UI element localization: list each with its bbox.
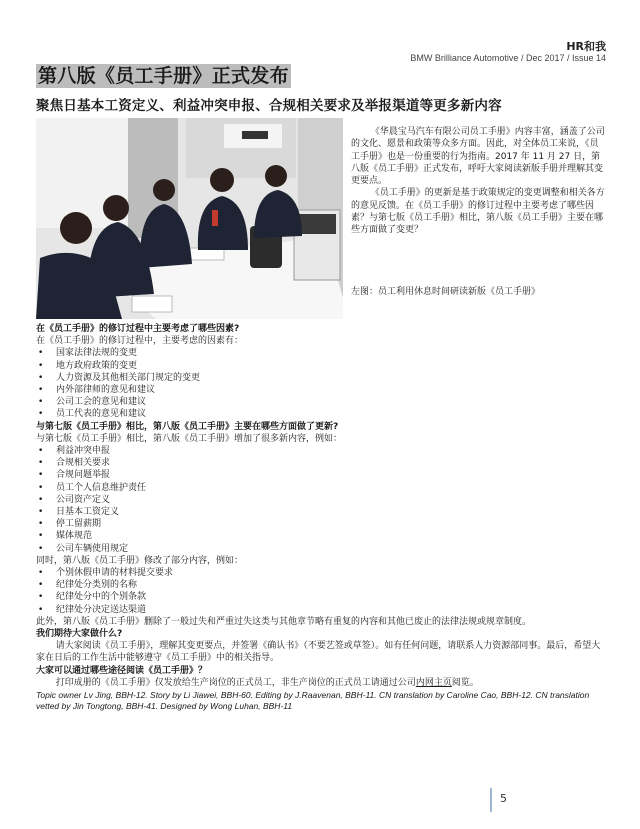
paragraph: 与第七版《员工手册》相比，第八版《员工手册》增加了很多新内容，例如： xyxy=(36,433,343,444)
list-item: • 纪律处分中的个别条款 xyxy=(36,591,606,603)
page-number: 5 xyxy=(500,792,507,805)
paragraph-text: 阅览。 xyxy=(451,677,479,688)
question-heading: 大家可以通过哪些途径阅读《员工手册》？ xyxy=(36,665,208,676)
intro-paragraph: 《员工手册》的更新是基于政策规定的变更调整和相关各方的意见反馈。在《员工手册》的修订过程中主要考虑了哪些因素？与第七版《员工手册》相比，第八版《员工手册》主要在哪些方面做了变更？ xyxy=(351,188,605,236)
question-heading: 我们期待大家做什么? xyxy=(36,629,123,640)
list-item: • 日基本工资定义 xyxy=(36,506,606,518)
paragraph xyxy=(36,677,606,689)
paragraph: 在《员工手册》的修订过程中，主要考虑的因素有： xyxy=(36,336,244,347)
list-item: • 员工代表的意见和建议 xyxy=(36,408,606,420)
paragraph: 此外，第八版《员工手册》删除了一般过失和严重过失这类与其他章节略有重复的内容和其他已废止的法律法规或规章制度。 xyxy=(36,616,532,627)
list-item: • 利益冲突申报 xyxy=(36,445,606,457)
list-item: • 公司资产定义 xyxy=(36,494,606,506)
modifications-list xyxy=(36,567,606,616)
meeting-photo xyxy=(36,118,343,319)
article-body xyxy=(36,323,606,711)
additions-list xyxy=(36,445,606,555)
list-item: • 员工个人信息维护责任 xyxy=(36,482,606,494)
intro-paragraph: 《华晨宝马汽车有限公司员工手册》内容丰富，涵盖了公司的文化、愿景和政策等众多方面。因此，对全体员工来说，《员工手册》也是一份重要的行为指南。2017 年 11 月 27 日，第八版《员工手册》正式发布，呼吁大家阅读新版手册并理解其变更要点。 xyxy=(351,127,605,187)
list-item: • 合规问题举报 xyxy=(36,469,606,481)
list-item: • 媒体规范 xyxy=(36,530,606,542)
list-item: • 合规相关要求 xyxy=(36,457,606,469)
photo-caption: 左图：员工利用休息时间研读新版《员工手册》 xyxy=(351,287,541,297)
section-label: HR和我 xyxy=(566,40,606,53)
issue-line: BMW Brilliance Automotive / Dec 2017 / Issue 14 xyxy=(410,53,606,63)
page-number-rule xyxy=(490,788,492,812)
question-heading: 在《员工手册》的修订过程中主要考虑了哪些因素? xyxy=(36,324,240,334)
paragraph-text: 打印成册的《员工手册》仅发放给生产岗位的正式员工，非生产岗位的正式员工请通过公司 xyxy=(55,677,416,688)
article-title: 第八版《员工手册》正式发布 xyxy=(38,65,289,87)
list-item: • 公司车辆使用规定 xyxy=(36,543,606,555)
list-item: • 个别休假申请的材料提交要求 xyxy=(36,567,606,579)
paragraph: 请大家阅读《员工手册》，理解其变更要点，并签署《确认书》（不要艺签或草签）。如有任何问题，请联系人力资源部同事。最后，希望大家在日后的工作生活中能够遵守《员工手册》中的相关指导。 xyxy=(36,641,601,664)
list-item: • 内外部律师的意见和建议 xyxy=(36,384,606,396)
paragraph: 同时，第八版《员工手册》修改了部分内容，例如： xyxy=(36,555,244,566)
list-item: • 人力资源及其他相关部门规定的变更 xyxy=(36,372,606,384)
list-item: • 纪律处分类别的名称 xyxy=(36,579,606,591)
intro-text xyxy=(351,126,607,237)
list-item: • 停工留薪期 xyxy=(36,518,606,530)
list-item: • 国家法律法规的变更 xyxy=(36,347,606,359)
factors-list xyxy=(36,347,606,420)
list-item: • 公司工会的意见和建议 xyxy=(36,396,606,408)
question-heading: 与第七版《员工手册》相比，第八版《员工手册》主要在哪些方面做了更新? xyxy=(36,421,339,432)
list-item: • 地方政府政策的变更 xyxy=(36,360,606,372)
intranet-link[interactable]: 内网主页 xyxy=(415,677,452,688)
credits: Topic owner Lv Jing, BBH-12. Story by Li Jiawei, BBH-60. Editing by J.Raavenan, BBH-11. CN translation by Caroline Cao, BBH-12. CN translation vetted by Jin Tongtong, BBH-41. Designed by Wong Luhan, BBH-11 xyxy=(36,690,590,711)
article-subtitle: 聚焦日基本工资定义、利益冲突申报、合规相关要求及举报渠道等更多新内容 xyxy=(36,98,502,114)
list-item: • 纪律处分决定送达渠道 xyxy=(36,604,606,616)
meeting-photo-illustration xyxy=(36,118,343,319)
